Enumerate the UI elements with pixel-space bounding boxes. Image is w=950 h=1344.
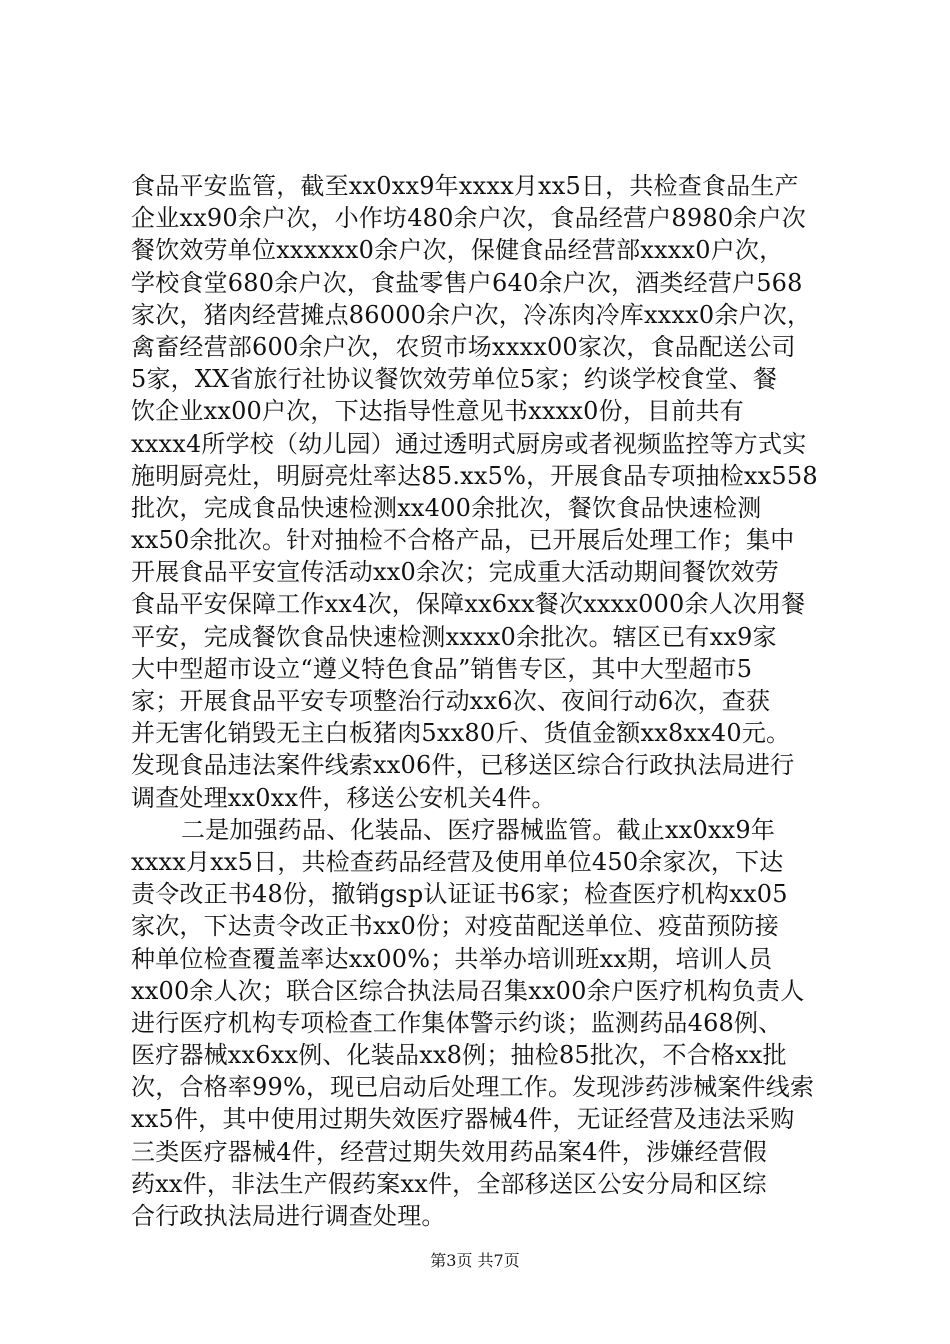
text-line: xxxx4所学校（幼儿园）通过透明式厨房或者视频监控等方式实 bbox=[131, 429, 807, 458]
text-line: 种单位检查覆盖率达xx00%；共举办培训班xx期，培训人员 bbox=[131, 944, 773, 973]
text-line: xx5件，其中使用过期失效医疗器械4件，无证经营及违法采购 bbox=[131, 1105, 795, 1134]
text-line: 饮企业xx00户次，下达指导性意见书xxxx0份，目前共有 bbox=[131, 397, 744, 426]
text-line: xx00余人次；联合区综合执法局召集xx00余户医疗机构负责人 bbox=[131, 976, 805, 1005]
text-line: 药xx件，非法生产假药案xx件，全部移送区公安分局和区综 bbox=[131, 1169, 767, 1198]
text-line: 食品平安保障工作xx4次，保障xx6xx餐次xxxx000余人次用餐 bbox=[131, 590, 806, 619]
text-line: 调查处理xx0xx件，移送公安机关4件。 bbox=[131, 783, 556, 812]
text-line: 禽畜经营部600余户次，农贸市场xxxx00家次，食品配送公司 bbox=[131, 332, 796, 361]
text-line: 合行政执法局进行调查处理。 bbox=[131, 1202, 446, 1230]
text-line: 责令改正书48份，撤销gsp认证证书6家；检查医疗机构xx05 bbox=[131, 880, 788, 909]
text-line: 5家，XX省旅行社协议餐饮效劳单位5家；约谈学校食堂、餐 bbox=[131, 365, 778, 394]
text-line: 企业xx90余户次，小作坊480余户次，食品经营户8980余户次 bbox=[131, 204, 806, 233]
text-line: xx50余批次。针对抽检不合格产品，已开展后处理工作；集中 bbox=[131, 526, 795, 555]
text-line: 批次，完成食品快速检测xx400余批次，餐饮食品快速检测 bbox=[131, 493, 762, 522]
text-line: 进行医疗机构专项检查工作集体警示约谈；监测药品468例、 bbox=[131, 1008, 783, 1037]
document-body bbox=[131, 170, 831, 1232]
text-line: 平安，完成餐饮食品快速检测xxxx0余批次。辖区已有xx9家 bbox=[131, 622, 777, 651]
text-line: 发现食品违法案件线索xx06件，已移送区综合行政执法局进行 bbox=[131, 751, 795, 780]
text-line: 餐饮效劳单位xxxxxx0余户次，保健食品经营部xxxx0户次， bbox=[131, 236, 784, 265]
text-line: xxxx月xx5日，共检查药品经营及使用单位450余家次，下达 bbox=[131, 847, 784, 876]
text-line: 开展食品平安宣传活动xx0余次；完成重大活动期间餐饮效劳 bbox=[131, 558, 779, 587]
text-line: 家次，下达责令改正书xx0份；对疫苗配送单位、疫苗预防接 bbox=[131, 912, 779, 941]
text-line: 三类医疗器械4件，经营过期失效用药品案4件，涉嫌经营假 bbox=[131, 1137, 767, 1166]
text-line: 食品平安监管，截至xx0xx9年xxxx月xx5日，共检查食品生产 bbox=[131, 172, 799, 200]
text-line: 学校食堂680余户次，食盐零售户640余户次，酒类经营户568 bbox=[131, 268, 803, 297]
text-line: 家次，猪肉经营摊点86000余户次，冷冻肉冷库xxxx0余户次， bbox=[131, 300, 812, 329]
paragraph-drugs-devices bbox=[131, 814, 831, 1232]
paragraph-food-safety bbox=[131, 170, 831, 814]
text-line: 医疗器械xx6xx例、化装品xx8例；抽检85批次，不合格xx批 bbox=[131, 1041, 787, 1070]
text-line: 次，合格率99%，现已启动后处理工作。发现涉药涉械案件线索 bbox=[131, 1073, 815, 1102]
text-line: 大中型超市设立“遵义特色食品”销售专区，其中大型超市5 bbox=[131, 654, 753, 683]
text-line: 家；开展食品平安专项整治行动xx6次、夜间行动6次，查获 bbox=[131, 687, 771, 715]
text-line: 二是加强药品、化装品、医疗器械监管。截止xx0xx9年 bbox=[181, 815, 776, 844]
page-footer: 第3页 共7页 bbox=[430, 1251, 520, 1270]
text-line: 施明厨亮灶，明厨亮灶率达85.xx5%，开展食品专项抽检xx558 bbox=[131, 461, 818, 490]
text-line: 并无害化销毁无主白板猪肉5xx80斤、货值金额xx8xx40元。 bbox=[131, 719, 791, 748]
